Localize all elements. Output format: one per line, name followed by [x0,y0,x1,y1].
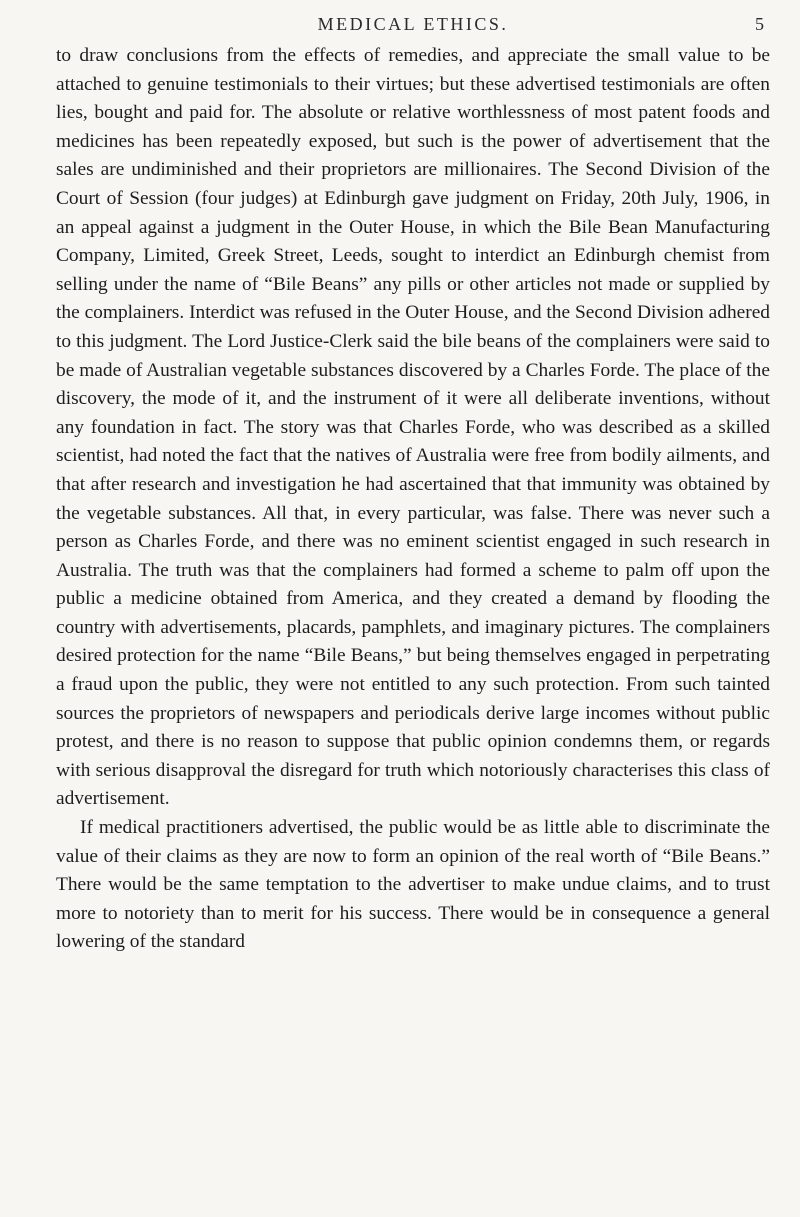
paragraph-advertising: If medical practitioners advertised, the public would be as little able to discriminate the value of their claims as they are now to form an opinion of the real worth of “Bile Beans.” There would be the same temptation to the advertiser to make undue claims, and to trust more to notoriety than to merit for his success. There would be in consequence a general lowering of the standard [56,817,770,953]
page-number: 5 [755,14,764,34]
paragraph-continued: to draw conclusions from the effects of remedies, and appreciate the small value to be attached to genuine testimonials to their virtues; but these advertised testimonials are often lies, bought and paid for. The absolute or relative worthlessness of most patent foods and medicines has been repeatedly exposed, but such is the power of advertisement that the sales are undiminished and their proprietors are millionaires. The Second Division of the Court of Session (four judges) at Edinburgh gave judgment on Friday, 20th July, 1906, in an appeal against a judgment in the Outer House, in which the Bile Bean Manufacturing Company, Limited, Greek Street, Leeds, sought to interdict an Edinburgh chemist from selling under the name of “Bile Beans” any pills or other articles not made or supplied by the complainers. Interdict was refused in the Outer House, and the Second Division adhered to this judgment. The Lord Justice-Clerk said the bile beans of the complainers were said to be made of Australian vegetable substances discovered by a Charles Forde. The place of the discovery, the mode of it, and the instrument of it were all deliberate inventions, without any foundation in fact. The story was that Charles Forde, who was described as a skilled scientist, had noted the fact that the natives of Australia were free from bodily ailments, and that after research and investigation he had ascertained that that immunity was obtained by the vegetable substances. All that, in every particular, was false. There was never such a person as Charles Forde, and there was no eminent scientist engaged in such research in Australia. The truth was that the complainers had formed a scheme to palm off upon the public a medicine obtained from America, and they created a demand by flooding the country with advertisements, placards, pamphlets, and imaginary pictures. The complainers desired protection for the name “Bile Beans,” but being themselves engaged in perpetrating a fraud upon the public, they were not entitled to any such protection. From such tainted sources the proprietors of newspapers and periodicals derive large incomes without public protest, and there is no reason to suppose that public opinion condemns them, or regards with serious disapproval the disregard for truth which notoriously characterises this class of advertisement. [56,45,770,810]
running-header [56,14,770,36]
running-title: MEDICAL ETHICS. [317,14,509,34]
body-text [56,42,770,957]
